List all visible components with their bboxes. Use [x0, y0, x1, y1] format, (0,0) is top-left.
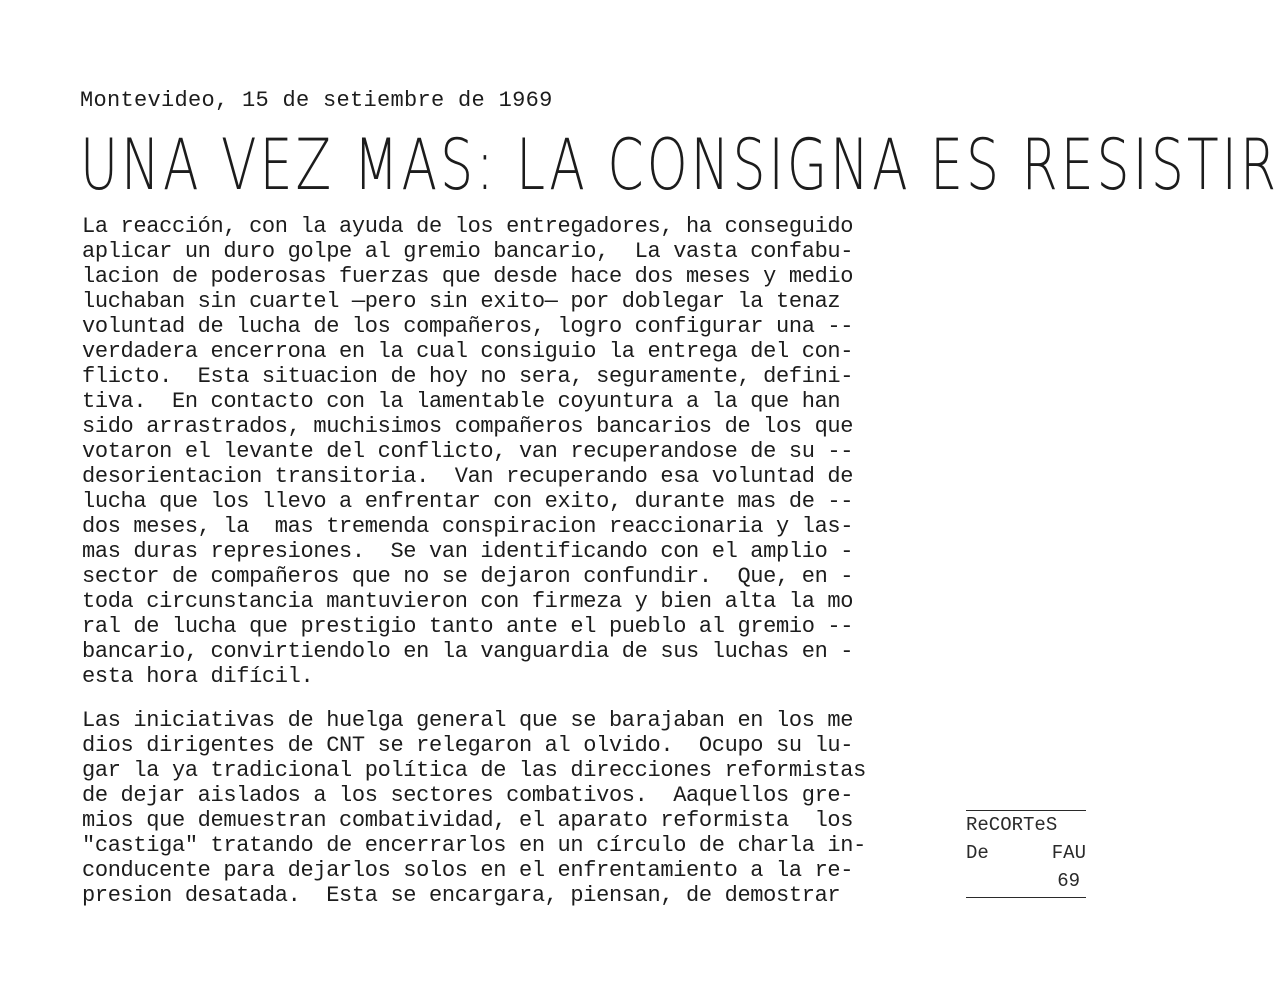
stamp-line-2-left: De [966, 842, 989, 864]
text-line: mas duras represiones. Se van identificando con el amplio - [82, 539, 854, 564]
text-line: mios que demuestran combatividad, el aparato reformista los [82, 808, 854, 833]
text-line: votaron el levante del conflicto, van recuperandose de su -- [82, 439, 854, 464]
stamp-line-1: ReCORTeS [966, 814, 1058, 836]
text-line: sido arrastrados, muchisimos compañeros bancarios de los que [82, 414, 854, 439]
text-line: voluntad de lucha de los compañeros, logro configurar una -- [82, 314, 854, 339]
text-line: "castiga" tratando de encerrarlos en un círculo de charla in- [82, 833, 866, 858]
stamp-line-2-right: FAU [1051, 842, 1086, 864]
headline [80, 125, 1279, 207]
stamp-row-1 [966, 811, 1086, 839]
text-line: gar la ya tradicional política de las direcciones reformistas [82, 758, 866, 783]
text-line: esta hora difícil. [82, 664, 314, 689]
paragraph-1 [82, 214, 962, 689]
text-line: presion desatada. Esta se encargara, piensan, de demostrar [82, 883, 841, 908]
stamp-bottom-rule [966, 897, 1086, 898]
text-line: dos meses, la mas tremenda conspiracion reaccionaria y las- [82, 514, 854, 539]
paragraph-2 [82, 708, 962, 908]
stamp-number: 69 [1057, 870, 1080, 892]
dateline: Montevideo, 15 de setiembre de 1969 [80, 88, 553, 113]
text-line: de dejar aislados a los sectores combativos. Aaquellos gre- [82, 783, 854, 808]
text-line: verdadera encerrona en la cual consiguio la entrega del con- [82, 339, 854, 364]
text-line: flicto. Esta situacion de hoy no sera, seguramente, defini- [82, 364, 854, 389]
headline-text: UNA VEZ MAS: LA CONSIGNA ES RESISTIR [80, 125, 1279, 207]
stamp-row-2 [966, 839, 1086, 867]
text-line: conducente para dejarlos solos en el enfrentamiento a la re- [82, 858, 854, 883]
text-line: bancario, convirtiendolo en la vanguardia de sus luchas en - [82, 639, 854, 664]
text-line: ral de lucha que prestigio tanto ante el pueblo al gremio -- [82, 614, 854, 639]
text-line: dios dirigentes de CNT se relegaron al olvido. Ocupo su lu- [82, 733, 854, 758]
text-line: lacion de poderosas fuerzas que desde hace dos meses y medio [82, 264, 854, 289]
text-line: sector de compañeros que no se dejaron confundir. Que, en - [82, 564, 854, 589]
text-line: aplicar un duro golpe al gremio bancario, La vasta confabu- [82, 239, 854, 264]
text-line: La reacción, con la ayuda de los entregadores, ha conseguido [82, 214, 854, 239]
text-line: Las iniciativas de huelga general que se barajaban en los me [82, 708, 854, 733]
text-line: lucha que los llevo a enfrentar con exito, durante mas de -- [82, 489, 854, 514]
text-line: toda circunstancia mantuvieron con firmeza y bien alta la mo [82, 589, 854, 614]
text-line: tiva. En contacto con la lamentable coyuntura a la que han [82, 389, 841, 414]
text-line: desorientacion transitoria. Van recuperando esa voluntad de [82, 464, 854, 489]
recortes-stamp [966, 810, 1086, 898]
text-line: luchaban sin cuartel —pero sin exito— por doblegar la tenaz [82, 289, 841, 314]
